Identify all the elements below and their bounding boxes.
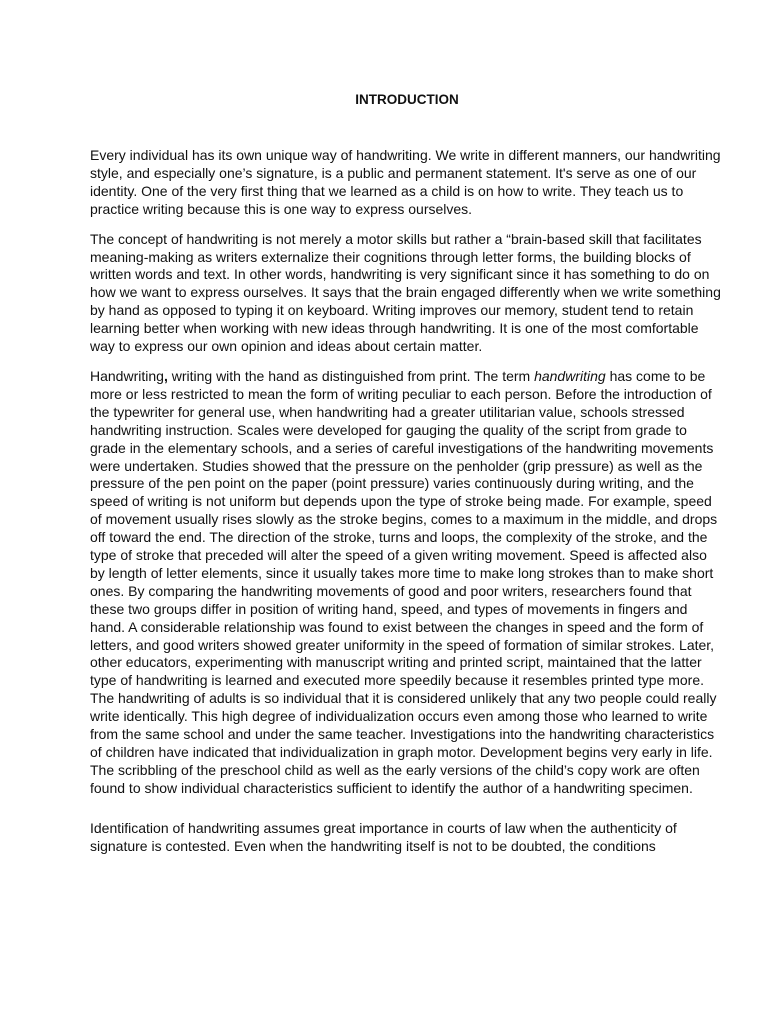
paragraph-3-term: handwriting	[534, 367, 606, 384]
paragraph-3	[90, 368, 724, 798]
paragraph-1: Every individual has its own unique way of handwriting. We write in different manners, our handwriting style, and especially one’s signature, is a public and permanent statement. It's serve as one of our identity. One of the very first thing that we learned as a child is on how to write. They teach us to practice writing because this is one way to express ourselves.	[90, 147, 721, 217]
paragraph-3-text-a: writing with the hand as distinguished from print. The term	[167, 367, 535, 384]
paragraph-2: The concept of handwriting is not merely a motor skills but rather a “brain-based skill that facilitates meaning-making as writers externalize their cognitions through letter forms, the building blocks of written words and text. In other words, handwriting is very significant since it has something to do on how we want to express ourselves. It says that the brain engaged differently when we write something by hand as opposed to typing it on keyboard. Writing improves our memory, student tend to retain learning better when working with new ideas through handwriting. It is one of the most comfortable way to express our own opinion and ideas about certain matter.	[90, 230, 721, 355]
paragraph-3-comma: ,	[163, 367, 168, 384]
paragraph-3-text-b: has come to be more or less restricted to mean the form of writing peculiar to each person. Before the introduction of the typewriter for general use, when handwriting had a greater utilitarian value, schools stressed handwriting instruction. Scales were developed for gauging the quality of the script from grade to grade in the elementary schools, and a series of careful investigations of the handwriting movements were undertaken. Studies showed that the pressure on the penholder (grip pressure) as well as the pressure of the pen point on the paper (point pressure) varies continuously during writing, and the speed of writing is not uniform but depends upon the type of stroke being made. For example, speed of movement usually rises slowly as the stroke begins, comes to a maximum in the middle, and drops off toward the end. The direction of the stroke, turns and loops, the complexity of the stroke, and the type of stroke that preceded will alter the speed of a given writing movement. Speed is affected also by length of letter elements, since it usually takes more time to make long strokes than to make short ones. By comparing the handwriting movements of good and poor writers, researchers found that these two groups differ in position of writing hand, speed, and types of movements in fingers and hand. A considerable relationship was found to exist between the changes in speed and the form of letters, and good writers showed greater uniformity in the speed of formation of similar strokes. Later, other educators, experimenting with manuscript writing and printed script, maintained that the latter type of handwriting is learned and executed more speedily because it resembles printed type more. The handwriting of adults is so individual that it is considered unlikely that any two people could really write identically. This high degree of individualization occurs even among those who learned to write from the same school and under the same teacher. Investigations into the handwriting characteristics of children have indicated that individualization in graph motor. Development begins very early in life. The scribbling of the preschool child as well as the early versions of the child’s copy work are often found to show individual characteristics sufficient to identify the author of a handwriting specimen.	[90, 367, 718, 796]
paragraph-4: Identification of handwriting assumes great importance in courts of law when the authenticity of signature is contested. Even when the handwriting itself is not to be doubted, the conditions	[90, 819, 677, 854]
paragraph-3-lead: Handwriting	[90, 367, 164, 384]
page-title: INTRODUCTION	[355, 92, 459, 107]
